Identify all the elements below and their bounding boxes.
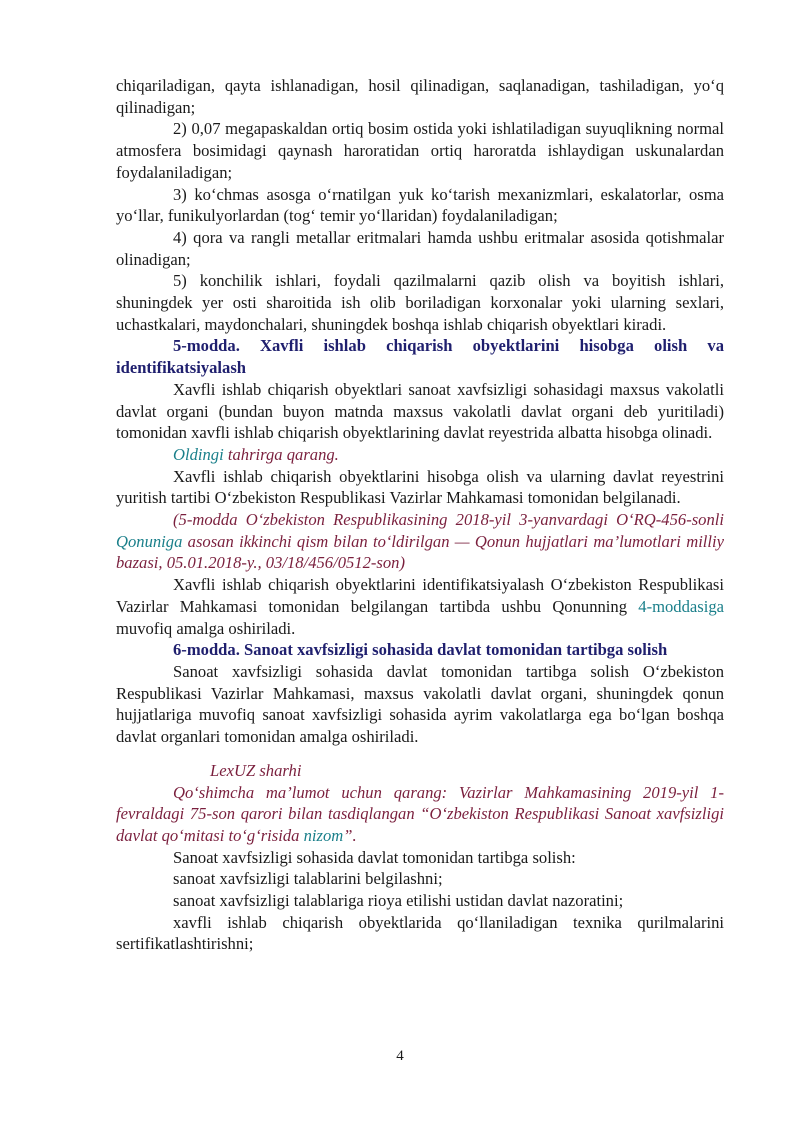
article-4-link[interactable]: 4-moddasiga xyxy=(638,596,724,616)
list-item-5: 5) konchilik ishlari, foydali qazilmalarni qazib olish va boyitish ishlari, shuningdek yer osti sharoitida ish olib boriladigan korxonalar yoki ularning sexlari, uchastkalari, maydonchalari, shuningdek boshqa ishlab chiqarish obyektlari kiradi. xyxy=(116,271,724,334)
lexuz-comment-title: LexUZ sharhi xyxy=(210,760,302,780)
list-item-3: 3) ko‘chmas asosga o‘rnatilgan yuk ko‘tarish mexanizmlari, eskalatorlar, osma yo‘llar, funikulyorlardan (tog‘ temir yo‘llaridan) foydalaniladigan; xyxy=(116,184,724,226)
amendment-note-part-2: asosan ikkinchi qism bilan to‘ldirilgan — Qonun hujjatlari ma’lumotlari milliy bazasi, 05.01.2018-y., 03/18/456/0512-son) xyxy=(116,531,724,573)
document-page xyxy=(116,75,724,955)
lexuz-comment-part-1: Qo‘shimcha ma’lumot uchun qarang: Vazirlar Mahkamasining 2019-yil 1-fevraldagi xyxy=(116,782,724,824)
list-item-2: 2) 0,07 megapaskaldan ortiq bosim ostida yoki ishlatiladigan suyuqlikning normal atmosfera bosimidagi qaynash haroratidan ortiq haroratda ishlaydigan uskunalardan foydalaniladigan; xyxy=(116,119,724,182)
previous-edition-note xyxy=(116,444,724,466)
article-6-paragraph-1: Sanoat xavfsizligi sohasida davlat tomonidan tartibga solish O‘zbekiston Respublikasi Vazirlar Mahkamasi, maxsus vakolatli davlat organi, shuningdek qonun hujjatlariga muvofiq sanoat xavfsizligi sohasida ayrim vakolatlarga ega bo‘lgan boshqa davlat organlari tomonidan amalga oshiriladi. xyxy=(116,661,724,747)
article-5-paragraph-1: Xavfli ishlab chiqarish obyektlari sanoat xavfsizligi sohasidagi maxsus vakolatli davlat organi (bundan buyon matnda maxsus vakolatli davlat organi deb yuritiladi) tomonidan xavfli ishlab chiqarish obyektlarining davlat reyestrida albatta hisobga olinadi. xyxy=(116,379,724,443)
article-6-heading: 6-modda. Sanoat xavfsizligi sohasida davlat tomonidan tartibga solish xyxy=(173,640,668,660)
lexuz-comment xyxy=(116,782,724,847)
lexuz-comment-part-3: ”. xyxy=(343,825,357,845)
amendment-note xyxy=(116,509,724,574)
amendment-note-part-1: (5-modda O‘zbekiston Respublikasining 2018-yil 3-yanvardagi O‘RQ-456-sonli xyxy=(173,510,724,530)
article-5-paragraph-3 xyxy=(116,574,724,639)
article-5-paragraph-3-part-2: muvofiq amalga oshiriladi. xyxy=(116,618,296,638)
list-item-4: 4) qora va rangli metallar eritmalari hamda ushbu eritmalar asosida qotishmalar olinadigan; xyxy=(116,227,724,269)
article-5-heading: 5-modda. Xavfli ishlab chiqarish obyektlarini hisobga olish va identifikatsiyalash xyxy=(116,336,724,378)
article-5-paragraph-2: Xavfli ishlab chiqarish obyektlarini hisobga olish va ularning davlat reyestrini yuritish tartibi O‘zbekiston Respublikasi Vazirlar Mahkamasi tomonidan belgilanadi. xyxy=(116,466,724,508)
page-number: 4 xyxy=(396,1048,404,1064)
resolution-link[interactable]: 75-son qarori xyxy=(189,804,283,824)
previous-edition-text: tahrirga qarang. xyxy=(223,444,339,464)
previous-edition-link[interactable]: Oldingi xyxy=(173,444,224,464)
article-5-paragraph-3-part-1: Xavfli ishlab chiqarish obyektlarini identifikatsiyalash O‘zbekiston Respublikasi Vazirlar Mahkamasi tomonidan belgilangan tartibda ushbu Qonunning xyxy=(116,575,724,616)
regulation-link[interactable]: nizom xyxy=(303,825,344,845)
law-link[interactable]: Qonuniga xyxy=(116,531,183,551)
article-6-paragraph-5: xavfli ishlab chiqarish obyektlarida qo‘llaniladigan texnika qurilmalarini sertifikatlashtirishni; xyxy=(116,912,724,954)
article-6-paragraph-4: sanoat xavfsizligi talablariga rioya etilishi ustidan davlat nazoratini; xyxy=(173,891,624,911)
article-6-paragraph-2: Sanoat xavfsizligi sohasida davlat tomonidan tartibga solish: xyxy=(173,847,576,867)
article-6-paragraph-3: sanoat xavfsizligi talablarini belgilashni; xyxy=(173,869,443,889)
paragraph-continued: chiqariladigan, qayta ishlanadigan, hosil qilinadigan, saqlanadigan, tashiladigan, yo‘q qilinadigan; xyxy=(116,76,724,117)
lexuz-comment-part-2: bilan tasdiqlangan “O‘zbekiston Respublikasi Sanoat xavfsizligi davlat qo‘mitasi to‘g‘risida xyxy=(116,804,724,845)
